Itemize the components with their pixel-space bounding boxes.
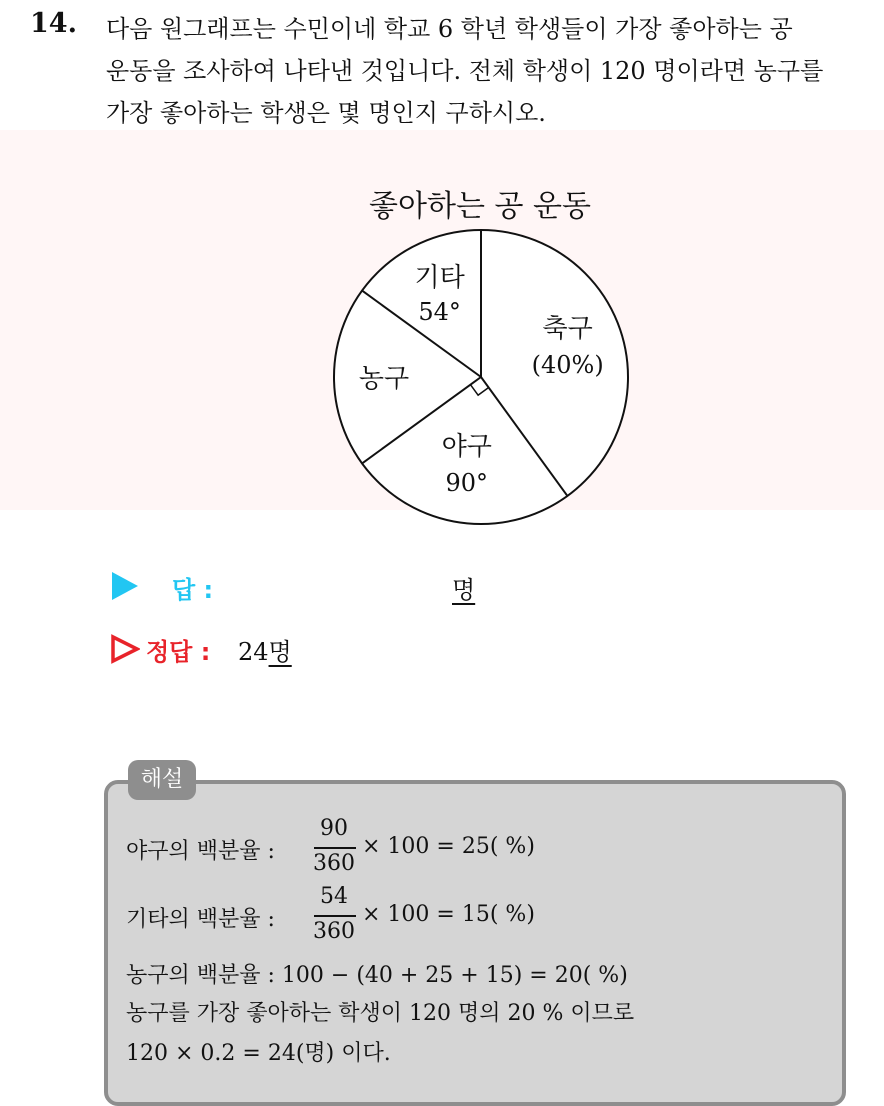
explanation-result: × 100 = 25( %) — [362, 834, 535, 859]
question-line: 운동을 조사하여 나타낸 것입니다. 전체 학생이 120 명이라면 농구를 — [106, 57, 824, 85]
question-line: 다음 원그래프는 수민이네 학교 6 학년 학생들이 가장 좋아하는 공 — [106, 15, 793, 43]
fraction-denominator: 360 — [313, 851, 355, 876]
play-arrow-icon — [112, 572, 138, 600]
correct-answer-label: 정답 : — [146, 638, 211, 666]
slice-name-label: 농구 — [358, 364, 410, 394]
explanation-line: 농구의 백분율 : 100 − (40 + 25 + 15) = 20( %) — [126, 963, 628, 988]
explanation-tab: 해설 — [128, 760, 196, 800]
slice-name-label: 기타 — [414, 262, 465, 293]
slice-value-label: 54° — [418, 297, 461, 326]
question-line: 가장 좋아하는 학생은 몇 명인지 구하시오. — [106, 99, 546, 127]
explanation-prefix: 기타의 백분율 : — [126, 907, 275, 932]
fraction-denominator: 360 — [313, 919, 355, 944]
explanation-result: × 100 = 15( %) — [362, 902, 535, 927]
outline-arrow-icon — [110, 634, 140, 664]
question-text — [106, 8, 876, 134]
fraction-numerator: 54 — [320, 884, 348, 909]
slice-name-label: 축구 — [542, 313, 593, 344]
correct-answer-value — [238, 632, 292, 667]
answer-label: 답 : — [172, 576, 214, 604]
slice-name-label: 야구 — [441, 432, 492, 463]
question-number: 14. — [30, 8, 77, 39]
slice-value-label: (40%) — [531, 350, 604, 379]
answer-unit: 명 — [452, 576, 476, 604]
correct-unit: 명 — [268, 638, 292, 666]
explanation-prefix: 야구의 백분율 : — [126, 839, 275, 864]
fraction-bar — [314, 847, 356, 849]
fraction-bar — [314, 915, 356, 917]
explanation-line: 농구를 가장 좋아하는 학생이 120 명의 20 % 이므로 — [126, 1001, 635, 1026]
correct-number: 24 — [238, 638, 269, 666]
chart-title: 좋아하는 공 운동 — [369, 189, 591, 224]
fraction-numerator: 90 — [320, 816, 348, 841]
pie-chart — [320, 180, 640, 530]
slice-value-label: 90° — [445, 469, 489, 498]
explanation-line: 120 × 0.2 = 24(명) 이다. — [126, 1041, 391, 1066]
